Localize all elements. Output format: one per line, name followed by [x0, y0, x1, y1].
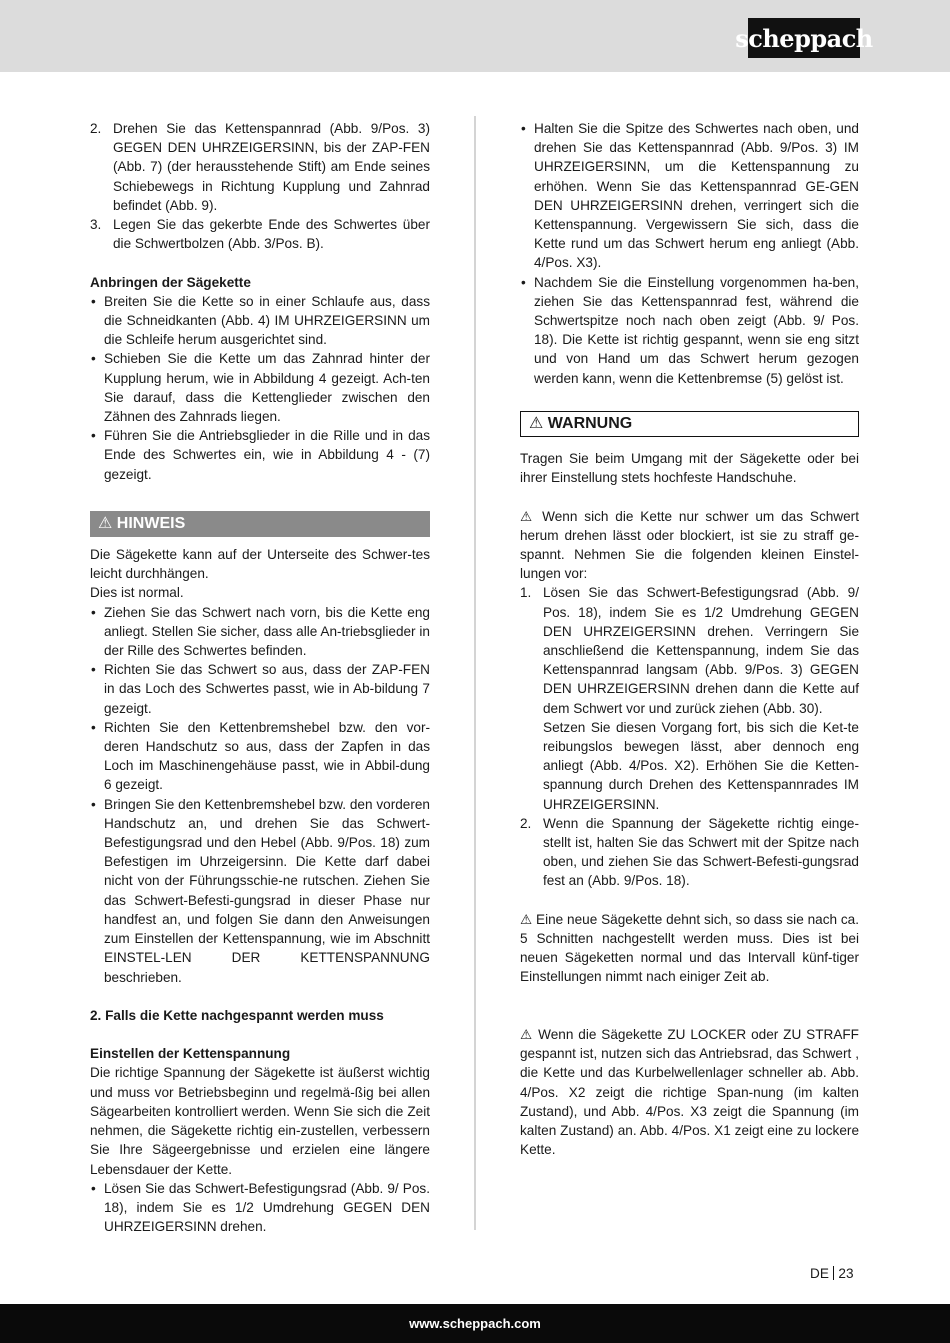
notice-text: Die Sägekette kann auf der Unterseite des Schwer-tes leicht durchhängen.: [90, 547, 430, 582]
bullet-item: • Richten Sie das Schwert so aus, dass der ZAP-FEN in das Loch des Schwertes passt, wie in Ab-bildung 7 gezeigt.: [90, 660, 430, 718]
bullet-text: Bringen Sie den Kettenbremshebel bzw. den vorderen Handschutz an, und drehen Sie das Schwert-Befestigungsrad und den Hebel (Abb. 9/Pos. 18) zum Befestigen im Uhrzeigersinn. Die Kette darf dabei nicht von der Führungsschie-ne rutschen. Ziehen Sie das Schwert-Befesti-gungsrad in dieser Phase nur handfest an, und folgen Sie dann den Anweisungen zum Einstellen der Kettenspannung, wie im Abschnitt EINSTEL-LEN DER KETTENSPANNUNG beschrieben.: [104, 796, 430, 985]
bullet-item: • Bringen Sie den Kettenbremshebel bzw. den vorderen Handschutz an, und drehen Sie das Schwert-Befestigungsrad und den Hebel (Abb. 9/Pos. 18) zum Befestigen im Uhrzeigersinn. Die Kette darf dabei nicht von der Führungsschie-ne rutschen. Ziehen Sie das Schwert-Befesti-gungsrad in dieser Phase nur handfest an, und folgen Sie dann den Anweisungen zum Einstellen der Kettenspannung, wie im Abschnitt EINSTEL-LEN DER KETTENSPANNUNG beschrieben.: [90, 795, 430, 987]
step-item: [520, 583, 859, 813]
bullet-text: Ziehen Sie das Schwert nach vorn, bis die Kette eng anliegt. Stellen Sie sicher, dass alle An-triebsglieder in der Rille des Schwertes befinden.: [104, 604, 430, 659]
bullet-item: • Ziehen Sie das Schwert nach vorn, bis die Kette eng anliegt. Stellen Sie sicher, dass alle An-triebsglieder in der Rille des Schwertes befinden.: [90, 603, 430, 661]
step-number: 3.: [90, 217, 102, 233]
warning-text: Tragen Sie beim Umgang mit der Sägekette oder bei ihrer Einstellung stets hochfeste Handschuhe.: [520, 451, 859, 486]
paragraph: Die richtige Spannung der Sägekette ist äußerst wichtig und muss vor Betriebsbeginn und regelmä-ßig bei allen Sägearbeiten kontrolliert werden. Wenn Sie sich die Zeit nehmen, die Sägekette richtig ein-zustellen, verbessern Sie Ihre Sägeergebnisse und erzielen eine längere Lebensdauer der Kette.: [90, 1065, 430, 1177]
paragraph: ⚠ Wenn die Sägekette ZU LOCKER oder ZU STRAFF gespannt ist, nutzen sich das Antriebsrad, das Schwert , die Kette und das Kurbelwellenlager schneller ab. Abb. 4/Pos. X2 zeigt die richtige Span-nung (im kalten Zustand), und Abb. 4/Pos. X3 zeigt die Spannung (im kalten Zustand) an. Abb. 4/Pos. X1 zeigt eine zu lockere Kette.: [520, 1027, 859, 1158]
bullet-text: Halten Sie die Spitze des Schwertes nach oben, und drehen Sie das Kettenspannrad (Abb. 9/Pos. 3) IM UHRZEIGERSINN, um die Kettenspannung zu erhöhen. Wenn Sie das Kettenspannrad GE-GEN DEN UHRZEIGERSINN drehen, verringert sich die Kettenspannung. Vergewissern Sie sich, dass die Kette rund um das Schwert herum eng anliegt (Abb. 4/Pos. X3).: [534, 121, 859, 271]
footer-url[interactable]: www.scheppach.com: [409, 1316, 541, 1331]
bullet-item: • Lösen Sie das Schwert-Befestigungsrad (Abb. 9/ Pos. 18), indem Sie es 1/2 Umdrehung GEGEN DEN UHRZEIGERSINN drehen.: [90, 1179, 430, 1237]
paragraph: ⚠ Eine neue Sägekette dehnt sich, so dass sie nach ca. 5 Schnitten nachgestellt werden muss. Dies ist bei neuen Sägeketten normal und das Intervall künf-tiger Einstellungen nimmt nach einiger Zeit ab.: [520, 911, 859, 985]
left-column: [90, 119, 430, 1236]
bullet-text: Richten Sie den Kettenbremshebel bzw. den vor-deren Handschutz so aus, dass der Zapfen in das Loch im Maschinengehäuse passt, wie in Abbil-dung 6 gezeigt.: [104, 719, 430, 793]
step-text: Setzen Sie diesen Vorgang fort, bis sich die Ket-te reibungslos bewegen lässt, aber dennoch eng anliegt (Abb. 4/Pos. X2). Erhöhen Sie die Ketten-spannung durch Drehen des Kettenspannrades IM UHRZEIGERSINN.: [543, 719, 859, 812]
step-item: [90, 119, 430, 215]
bullet-text: Breiten Sie die Kette so in einer Schlaufe aus, dass die Schneidkanten (Abb. 4) IM UHRZEIGERSINN um die Schleife herum ausgerichtet sind.: [104, 293, 430, 348]
step-text: Legen Sie das gekerbte Ende des Schwertes über die Schwertbolzen (Abb. 3/Pos. B).: [113, 217, 430, 252]
bullet-item: • Halten Sie die Spitze des Schwertes nach oben, und drehen Sie das Kettenspannrad (Abb. 9/Pos. 3) IM UHRZEIGERSINN, um die Kettenspannung zu erhöhen. Wenn Sie das Kettenspannrad GE-GEN DEN UHRZEIGERSINN drehen, verringert sich die Kettenspannung. Vergewissern Sie sich, dass die Kette rund um das Schwert herum eng anliegt (Abb. 4/Pos. X3).: [520, 119, 859, 273]
bullet-text: Nachdem Sie die Einstellung vorgenommen ha-ben, ziehen Sie das Kettenspannrad fest, während die Schwertspitze noch nach oben zeigt (Abb. 9/ Pos. 18). Die Kette ist richtig gespannt, wenn sie eng sitzt und von Hand um das Schwert herum gezogen werden kann, wenn die Kettenbremse (5) gelöst ist.: [534, 274, 859, 386]
brand-logo: scheppach: [748, 18, 860, 58]
notice-text: Dies ist normal.: [90, 585, 184, 601]
section-heading: Anbringen der Sägekette: [90, 274, 251, 290]
bullet-item: • Nachdem Sie die Einstellung vorgenommen ha-ben, ziehen Sie das Kettenspannrad fest, während die Schwertspitze noch nach oben zeigt (Abb. 9/ Pos. 18). Die Kette ist richtig gespannt, wenn sie eng sitzt und von Hand um das Schwert herum gezogen werden kann, wenn die Kettenbremse (5) gelöst ist.: [520, 273, 859, 388]
bullet-text: Richten Sie das Schwert so aus, dass der ZAP-FEN in das Loch des Schwertes passt, wie in Ab-bildung 7 gezeigt.: [104, 662, 430, 716]
bullet-item: • Schieben Sie die Kette um das Zahnrad hinter der Kupplung herum, wie in Abbildung 4 gezeigt. Ach-ten Sie darauf, dass die Kettenglieder zwischen den Zähnen des Zahnrads liegen.: [90, 349, 430, 426]
step-text: Lösen Sie das Schwert-Befestigungsrad (Abb. 9/ Pos. 18), indem Sie es 1/2 Umdrehung GEGEN DEN UHRZEIGERSINN drehen. Verringern Sie anschließend die Kettenspannung, indem Sie das Kettenspannrad langsam (Abb. 9/Pos. 3) GEGEN DEN UHRZEIGERSINN drehen dann die Kette auf dem Schwert vor und zurück ziehen (Abb. 30).: [543, 585, 859, 716]
step-item: [520, 814, 859, 891]
warning-banner: ⚠ WARNUNG: [520, 411, 859, 437]
page-number: [810, 1266, 854, 1281]
bullet-text: Lösen Sie das Schwert-Befestigungsrad (Abb. 9/ Pos. 18), indem Sie es 1/2 Umdrehung GEGEN DEN UHRZEIGERSINN drehen.: [104, 1180, 430, 1235]
bullet-item: • Breiten Sie die Kette so in einer Schlaufe aus, dass die Schneidkanten (Abb. 4) IM UHRZEIGERSINN um die Schleife herum ausgerichtet sind.: [90, 292, 430, 350]
section-heading: 2. Falls die Kette nachgespannt werden muss: [90, 1007, 384, 1023]
step-text: Drehen Sie das Kettenspannrad (Abb. 9/Pos. 3) GEGEN DEN UHRZEIGERSINN, bis der ZAP-FEN (Abb. 7) (der herausstehende Stift) am Ende seines Schiebewegs in Richtung Kupplung und Zahnrad befindet (Abb. 9).: [113, 121, 430, 213]
bullet-text: Führen Sie die Antriebsglieder in die Rille und in das Ende des Schwertes ein, wie in Abbildung 4 - (7) gezeigt.: [104, 428, 430, 482]
page-value: 23: [838, 1266, 854, 1281]
column-divider: [474, 116, 476, 1230]
step-number: 2.: [520, 815, 532, 831]
step-text: Wenn die Spannung der Sägekette richtig einge-stellt ist, halten Sie das Schwert mit der Spitze nach oben, und ziehen Sie das Schwert-Befesti-gungsrad fest an (Abb. 9/Pos. 18).: [543, 815, 859, 889]
paragraph: ⚠ Wenn sich die Kette nur schwer um das Schwert herum drehen lässt oder blockiert, ist sie zu straff ge-spannt. Nehmen Sie die folgenden kleinen Einstel-lungen vor:: [520, 508, 859, 582]
step-number: 1.: [520, 585, 532, 601]
page-separator: [833, 1266, 835, 1280]
bullet-item: • Führen Sie die Antriebsglieder in die Rille und in das Ende des Schwertes ein, wie in Abbildung 4 - (7) gezeigt.: [90, 426, 430, 484]
step-item: [90, 215, 430, 253]
section-heading: Einstellen der Kettenspannung: [90, 1046, 291, 1062]
bullet-text: Schieben Sie die Kette um das Zahnrad hinter der Kupplung herum, wie in Abbildung 4 gezeigt. Ach-ten Sie darauf, dass die Kettenglieder zwischen den Zähnen des Zahnrads liegen.: [104, 351, 430, 425]
language-code: DE: [810, 1266, 829, 1281]
step-number: 2.: [90, 121, 102, 136]
notice-banner: ⚠ HINWEIS: [90, 511, 430, 537]
right-column: [520, 119, 859, 1160]
bullet-item: • Richten Sie den Kettenbremshebel bzw. den vor-deren Handschutz so aus, dass der Zapfen in das Loch im Maschinengehäuse passt, wie in Abbil-dung 6 gezeigt.: [90, 718, 430, 795]
footer-bar: [0, 1304, 950, 1343]
